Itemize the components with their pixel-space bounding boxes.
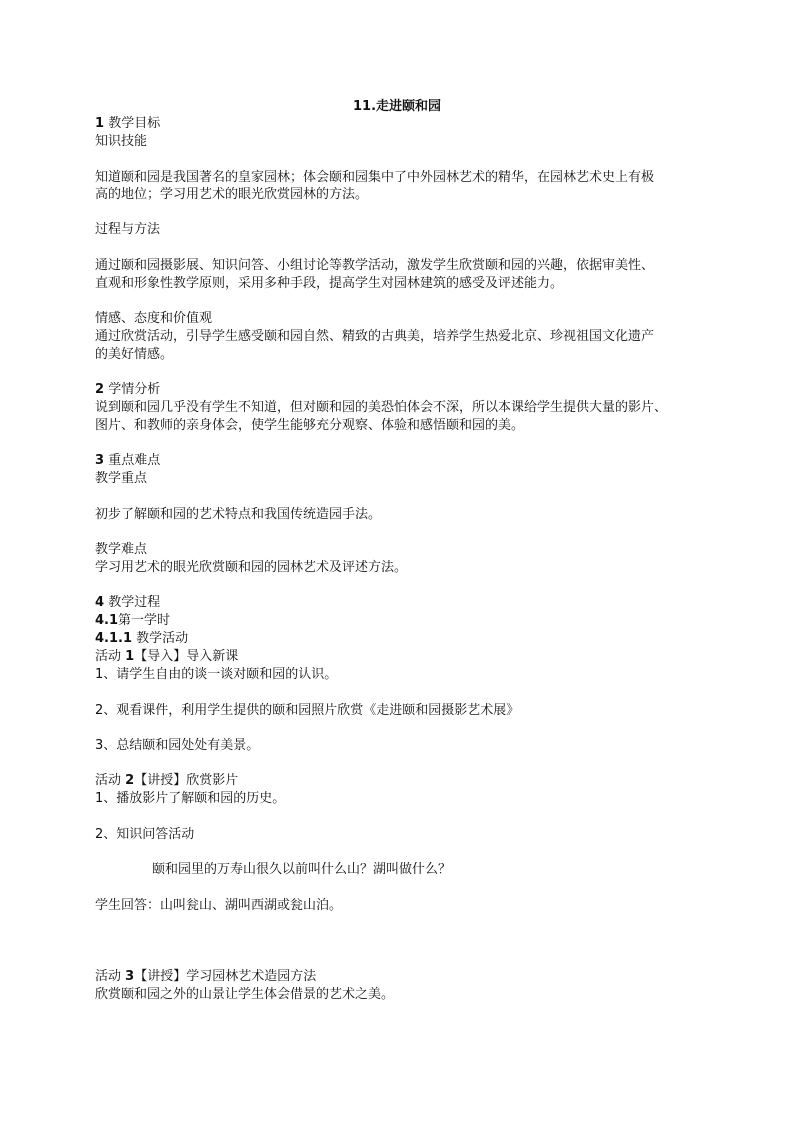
difficulty-text: 学习用艺术的眼光欣赏颐和园的园林艺术及评述方法。 bbox=[95, 560, 408, 575]
activity-prefix: 活动 bbox=[95, 649, 122, 664]
student-answer: 学生回答：山叫瓮山、湖叫西湖或瓮山泊。 bbox=[95, 898, 343, 913]
section-title: 重点难点 bbox=[108, 453, 161, 468]
activity-2-item-1: 1、播放影片了解颐和园的历史。 bbox=[95, 791, 286, 806]
quiz-question: 颐和园里的万寿山很久以前叫什么山？湖叫做什么？ bbox=[152, 862, 452, 877]
subsection-title: 第一学时 bbox=[118, 613, 171, 628]
emotion-label: 情感、态度和价值观 bbox=[95, 311, 213, 326]
activity-3-item-1: 欣赏颐和园之外的山景让学生体会借景的艺术之美。 bbox=[95, 987, 395, 1002]
process-label: 过程与方法 bbox=[95, 222, 161, 237]
activity-prefix: 活动 bbox=[95, 773, 122, 788]
activity-number: 1 bbox=[125, 649, 135, 664]
knowledge-text-line-1: 知道颐和园是我国著名的皇家园林；体会颐和园集中了中外园林艺术的精华，在园林艺术史上有极 bbox=[95, 170, 655, 185]
knowledge-text-line-2: 高的地位；学习用艺术的眼光欣赏园林的方法。 bbox=[95, 187, 369, 202]
activity-name: 导入新课 bbox=[186, 649, 239, 664]
knowledge-label: 知识技能 bbox=[95, 134, 148, 149]
section-1-heading bbox=[95, 115, 160, 132]
subsection-number: 4.1 bbox=[95, 613, 119, 628]
subsection-number: 4.1.1 bbox=[95, 631, 133, 646]
section-number: 4 bbox=[95, 595, 105, 610]
section-number: 1 bbox=[95, 116, 105, 131]
activity-3-heading bbox=[95, 968, 316, 985]
emotion-text-line-2: 的美好情感。 bbox=[95, 347, 174, 362]
section-title: 教学过程 bbox=[108, 595, 161, 610]
activity-2-item-2: 2、知识问答活动 bbox=[95, 827, 195, 842]
section-title: 学情分析 bbox=[108, 382, 161, 397]
activity-1-item-1: 1、请学生自由的谈一谈对颐和园的认识。 bbox=[95, 667, 338, 682]
subsection-title: 教学活动 bbox=[136, 631, 189, 646]
activity-prefix: 活动 bbox=[95, 969, 122, 984]
activity-1-item-3: 3、总结颐和园处处有美景。 bbox=[95, 738, 260, 753]
section-number: 2 bbox=[95, 382, 105, 397]
section-3-heading bbox=[95, 452, 160, 469]
activity-1-heading bbox=[95, 648, 238, 665]
process-text-line-2: 直观和形象性教学原则，采用多种手段，提高学生对园林建筑的感受及评述能力。 bbox=[95, 276, 564, 291]
page-title: 11.走进颐和园 bbox=[352, 99, 442, 114]
key-point-label: 教学重点 bbox=[95, 471, 148, 486]
section-title: 教学目标 bbox=[108, 116, 161, 131]
section-4-heading bbox=[95, 594, 160, 611]
activity-number: 3 bbox=[125, 969, 135, 984]
activity-name: 学习园林艺术造园方法 bbox=[186, 969, 317, 984]
emotion-text-line-1: 通过欣赏活动，引导学生感受颐和园自然、精致的古典美，培养学生热爱北京、珍视祖国文化遗产 bbox=[95, 329, 655, 344]
process-text-line-1: 通过颐和园摄影展、知识问答、小组讨论等教学活动，激发学生欣赏颐和园的兴趣，依据审美性、 bbox=[95, 258, 655, 273]
activity-tag: 【讲授】 bbox=[134, 969, 187, 984]
difficulty-label: 教学难点 bbox=[95, 542, 148, 557]
activity-number: 2 bbox=[125, 773, 135, 788]
subsection-4-1 bbox=[95, 612, 170, 629]
section-2-heading bbox=[95, 381, 160, 398]
section-number: 3 bbox=[95, 453, 105, 468]
key-point-text: 初步了解颐和园的艺术特点和我国传统造园手法。 bbox=[95, 507, 382, 522]
activity-1-item-2: 2、观看课件，利用学生提供的颐和园照片欣赏《走进颐和园摄影艺术展》 bbox=[95, 703, 520, 718]
analysis-text-line-2: 图片、和教师的亲身体会，使学生能够充分观察、体验和感悟颐和园的美。 bbox=[95, 418, 525, 433]
activity-tag: 【导入】 bbox=[134, 649, 187, 664]
activity-2-heading bbox=[95, 772, 238, 789]
activity-name: 欣赏影片 bbox=[186, 773, 239, 788]
analysis-text-line-1: 说到颐和园几乎没有学生不知道，但对颐和园的美恐怕体会不深，所以本课给学生提供大量的影片、 bbox=[95, 400, 668, 415]
subsection-4-1-1 bbox=[95, 630, 188, 647]
activity-tag: 【讲授】 bbox=[134, 773, 187, 788]
